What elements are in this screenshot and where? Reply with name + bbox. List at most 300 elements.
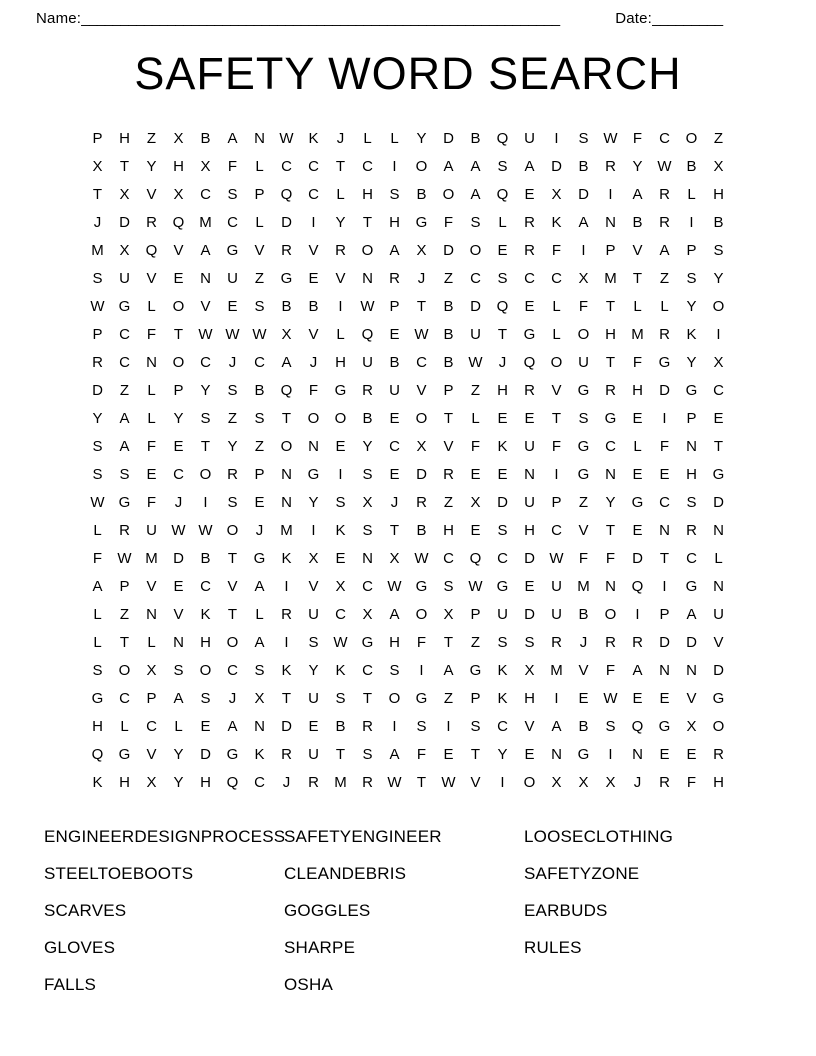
grid-cell[interactable]: R (335, 241, 346, 259)
grid-cell[interactable]: O (118, 661, 131, 679)
grid-cell[interactable]: C (200, 577, 211, 595)
grid-cell[interactable]: C (497, 549, 508, 567)
grid-cell[interactable]: S (254, 297, 265, 315)
grid-cell[interactable]: S (497, 633, 508, 651)
grid-cell[interactable]: S (92, 437, 103, 455)
grid-cell[interactable]: J (309, 353, 318, 371)
grid-cell[interactable]: R (524, 381, 535, 399)
grid-cell[interactable]: K (281, 661, 292, 679)
grid-cell[interactable]: Y (686, 297, 697, 315)
grid-cell[interactable]: T (389, 521, 400, 539)
grid-cell[interactable]: I (392, 717, 397, 735)
grid-cell[interactable]: P (470, 605, 481, 623)
grid-cell[interactable]: G (226, 241, 239, 259)
grid-cell[interactable]: J (93, 213, 102, 231)
grid-cell[interactable]: O (307, 409, 320, 427)
grid-cell[interactable]: R (362, 381, 373, 399)
grid-cell[interactable]: D (281, 717, 292, 735)
word-list-item[interactable]: SHARPE (284, 937, 356, 957)
grid-cell[interactable]: W (549, 549, 564, 567)
grid-cell[interactable]: E (713, 409, 724, 427)
grid-cell[interactable]: U (578, 353, 589, 371)
grid-cell[interactable]: E (686, 745, 697, 763)
grid-cell[interactable]: S (524, 633, 535, 651)
grid-cell[interactable]: I (203, 493, 208, 511)
grid-cell[interactable]: H (443, 521, 454, 539)
grid-cell[interactable]: B (686, 157, 697, 175)
grid-cell[interactable]: N (686, 437, 697, 455)
word-list-item[interactable]: EARBUDS (524, 900, 608, 920)
grid-cell[interactable]: Y (308, 661, 319, 679)
word-list-item[interactable]: FALLS (44, 974, 97, 994)
grid-cell[interactable]: R (227, 465, 238, 483)
grid-cell[interactable]: Q (496, 297, 509, 315)
grid-cell[interactable]: F (578, 297, 589, 315)
grid-cell[interactable]: X (551, 773, 562, 791)
grid-cell[interactable]: Z (470, 381, 481, 399)
grid-cell[interactable]: L (255, 213, 264, 231)
grid-cell[interactable]: M (631, 325, 644, 343)
grid-cell[interactable]: P (146, 689, 157, 707)
grid-cell[interactable]: O (199, 661, 212, 679)
grid-cell[interactable]: K (92, 773, 103, 791)
grid-cell[interactable]: Z (470, 633, 481, 651)
grid-cell[interactable]: X (389, 549, 400, 567)
grid-cell[interactable]: N (713, 521, 724, 539)
grid-cell[interactable]: U (227, 269, 238, 287)
grid-cell[interactable]: I (284, 633, 289, 651)
grid-cell[interactable]: D (524, 549, 535, 567)
grid-cell[interactable]: Q (631, 577, 644, 595)
word-list-item[interactable]: LOOSECLOTHING (524, 826, 674, 846)
word-list-item[interactable]: GOGGLES (284, 900, 371, 920)
grid-cell[interactable]: N (281, 465, 292, 483)
grid-cell[interactable]: S (389, 661, 400, 679)
grid-cell[interactable]: Z (227, 409, 238, 427)
grid-cell[interactable]: A (632, 661, 643, 679)
grid-cell[interactable]: R (686, 521, 697, 539)
grid-cell[interactable]: D (659, 633, 670, 651)
grid-cell[interactable]: Y (146, 157, 157, 175)
grid-cell[interactable]: E (389, 465, 400, 483)
grid-cell[interactable]: D (119, 213, 130, 231)
grid-cell[interactable]: L (336, 185, 345, 203)
grid-cell[interactable]: W (603, 129, 618, 147)
grid-cell[interactable]: Z (119, 381, 130, 399)
grid-cell[interactable]: M (145, 549, 158, 567)
grid-cell[interactable]: V (335, 269, 346, 287)
grid-cell[interactable]: S (497, 521, 508, 539)
grid-cell[interactable]: H (389, 213, 400, 231)
grid-cell[interactable]: J (174, 493, 183, 511)
grid-cell[interactable]: T (281, 689, 292, 707)
grid-cell[interactable]: V (578, 521, 589, 539)
grid-cell[interactable]: E (200, 717, 211, 735)
grid-cell[interactable]: H (524, 521, 535, 539)
grid-cell[interactable]: Y (335, 213, 346, 231)
grid-cell[interactable]: W (90, 297, 105, 315)
grid-cell[interactable]: L (147, 633, 156, 651)
grid-cell[interactable]: I (338, 465, 343, 483)
grid-cell[interactable]: U (497, 605, 508, 623)
grid-cell[interactable]: V (173, 605, 184, 623)
grid-cell[interactable]: Q (523, 353, 536, 371)
grid-cell[interactable]: E (524, 577, 535, 595)
grid-cell[interactable]: C (443, 549, 454, 567)
grid-cell[interactable]: S (254, 409, 265, 427)
grid-cell[interactable]: Y (173, 409, 184, 427)
grid-cell[interactable]: W (252, 325, 267, 343)
grid-cell[interactable]: D (524, 605, 535, 623)
grid-cell[interactable]: K (686, 325, 697, 343)
grid-cell[interactable]: A (524, 157, 535, 175)
grid-cell[interactable]: L (633, 437, 642, 455)
grid-cell[interactable]: G (280, 269, 293, 287)
grid-cell[interactable]: F (470, 437, 481, 455)
grid-cell[interactable]: B (362, 409, 373, 427)
grid-cell[interactable]: R (659, 325, 670, 343)
grid-cell[interactable]: R (308, 773, 319, 791)
grid-cell[interactable]: H (389, 633, 400, 651)
grid-cell[interactable]: Q (280, 381, 293, 399)
grid-cell[interactable]: T (227, 549, 238, 567)
grid-cell[interactable]: R (605, 381, 616, 399)
grid-cell[interactable]: U (551, 605, 562, 623)
grid-cell[interactable]: H (200, 773, 211, 791)
grid-cell[interactable]: N (713, 577, 724, 595)
grid-cell[interactable]: I (446, 717, 451, 735)
grid-cell[interactable]: E (524, 409, 535, 427)
grid-cell[interactable]: Z (443, 493, 454, 511)
grid-cell[interactable]: V (146, 577, 157, 595)
grid-cell[interactable]: B (578, 717, 589, 735)
grid-cell[interactable]: C (227, 661, 238, 679)
grid-cell[interactable]: C (119, 689, 130, 707)
grid-cell[interactable]: Y (308, 493, 319, 511)
grid-cell[interactable]: U (362, 353, 373, 371)
grid-cell[interactable]: P (92, 129, 103, 147)
grid-cell[interactable]: K (497, 661, 508, 679)
grid-cell[interactable]: L (660, 297, 669, 315)
grid-cell[interactable]: N (146, 353, 157, 371)
grid-cell[interactable]: R (146, 213, 157, 231)
grid-cell[interactable]: W (279, 129, 294, 147)
date-input-rule[interactable]: _________ (652, 10, 723, 27)
grid-cell[interactable]: C (281, 157, 292, 175)
grid-cell[interactable]: V (686, 689, 697, 707)
grid-cell[interactable]: L (174, 717, 183, 735)
grid-cell[interactable]: K (308, 129, 319, 147)
grid-cell[interactable]: X (416, 241, 427, 259)
grid-cell[interactable]: Y (173, 773, 184, 791)
grid-cell[interactable]: C (173, 465, 184, 483)
grid-cell[interactable]: F (416, 633, 427, 651)
grid-cell[interactable]: B (443, 325, 454, 343)
grid-cell[interactable]: S (443, 577, 454, 595)
grid-cell[interactable]: D (632, 549, 643, 567)
grid-cell[interactable]: A (632, 185, 643, 203)
grid-cell[interactable]: T (200, 437, 211, 455)
grid-cell[interactable]: S (200, 409, 211, 427)
grid-cell[interactable]: R (281, 745, 292, 763)
grid-cell[interactable]: C (713, 381, 724, 399)
grid-cell[interactable]: S (389, 185, 400, 203)
grid-cell[interactable]: B (200, 129, 211, 147)
grid-cell[interactable]: S (227, 493, 238, 511)
grid-cell[interactable]: S (362, 745, 373, 763)
grid-cell[interactable]: R (605, 633, 616, 651)
grid-cell[interactable]: L (255, 157, 264, 175)
grid-cell[interactable]: S (227, 381, 238, 399)
grid-cell[interactable]: O (361, 241, 374, 259)
grid-cell[interactable]: Z (254, 437, 265, 455)
grid-cell[interactable]: A (200, 241, 211, 259)
grid-cell[interactable]: E (578, 689, 589, 707)
grid-cell[interactable]: X (254, 689, 265, 707)
grid-cell[interactable]: G (118, 745, 131, 763)
grid-cell[interactable]: V (524, 717, 535, 735)
grid-cell[interactable]: M (334, 773, 347, 791)
grid-cell[interactable]: G (415, 213, 428, 231)
grid-cell[interactable]: T (551, 409, 562, 427)
grid-cell[interactable]: E (632, 465, 643, 483)
grid-cell[interactable]: O (469, 241, 482, 259)
grid-cell[interactable]: E (470, 465, 481, 483)
grid-cell[interactable]: E (173, 437, 184, 455)
grid-cell[interactable]: X (443, 605, 454, 623)
word-list-item[interactable]: ENGINEERDESIGNPROCESS (44, 826, 286, 846)
grid-cell[interactable]: Q (280, 185, 293, 203)
grid-cell[interactable]: N (200, 269, 211, 287)
grid-cell[interactable]: X (713, 353, 724, 371)
grid-cell[interactable]: Q (226, 773, 239, 791)
grid-cell[interactable]: P (443, 381, 454, 399)
grid-cell[interactable]: A (470, 157, 481, 175)
grid-cell[interactable]: S (605, 717, 616, 735)
grid-cell[interactable]: A (443, 661, 454, 679)
grid-cell[interactable]: D (416, 465, 427, 483)
grid-cell[interactable]: W (387, 773, 402, 791)
grid-cell[interactable]: O (280, 437, 293, 455)
grid-cell[interactable]: L (714, 549, 723, 567)
grid-cell[interactable]: R (524, 241, 535, 259)
grid-cell[interactable]: F (308, 381, 319, 399)
grid-cell[interactable]: A (227, 129, 238, 147)
grid-cell[interactable]: L (93, 633, 102, 651)
grid-cell[interactable]: E (173, 577, 184, 595)
grid-cell[interactable]: M (280, 521, 293, 539)
grid-cell[interactable]: J (579, 633, 588, 651)
grid-cell[interactable]: D (281, 213, 292, 231)
grid-cell[interactable]: W (90, 493, 105, 511)
grid-cell[interactable]: E (470, 521, 481, 539)
grid-cell[interactable]: G (712, 689, 725, 707)
grid-cell[interactable]: S (578, 129, 589, 147)
grid-cell[interactable]: E (632, 689, 643, 707)
grid-cell[interactable]: A (227, 717, 238, 735)
grid-cell[interactable]: N (605, 577, 616, 595)
word-list-item[interactable]: SAFETYZONE (524, 863, 640, 883)
grid-cell[interactable]: T (443, 633, 454, 651)
grid-cell[interactable]: J (228, 689, 237, 707)
grid-cell[interactable]: Q (469, 549, 482, 567)
word-list-item[interactable]: SCARVES (44, 900, 127, 920)
grid-cell[interactable]: V (578, 661, 589, 679)
grid-cell[interactable]: O (523, 773, 536, 791)
grid-cell[interactable]: H (497, 381, 508, 399)
grid-cell[interactable]: T (659, 549, 670, 567)
grid-cell[interactable]: Q (145, 241, 158, 259)
grid-cell[interactable]: G (577, 465, 590, 483)
grid-cell[interactable]: P (686, 241, 697, 259)
grid-cell[interactable]: N (632, 745, 643, 763)
grid-cell[interactable]: U (389, 381, 400, 399)
grid-cell[interactable]: G (496, 577, 509, 595)
grid-cell[interactable]: C (119, 325, 130, 343)
grid-cell[interactable]: H (92, 717, 103, 735)
grid-cell[interactable]: F (146, 437, 157, 455)
grid-cell[interactable]: F (92, 549, 103, 567)
word-list-item[interactable]: RULES (524, 937, 582, 957)
grid-cell[interactable]: A (443, 157, 454, 175)
grid-cell[interactable]: W (657, 157, 672, 175)
grid-cell[interactable]: T (605, 521, 616, 539)
grid-cell[interactable]: N (686, 661, 697, 679)
grid-cell[interactable]: P (254, 185, 265, 203)
grid-cell[interactable]: L (498, 213, 507, 231)
grid-cell[interactable]: C (551, 269, 562, 287)
grid-cell[interactable]: Y (173, 745, 184, 763)
grid-cell[interactable]: U (470, 325, 481, 343)
grid-cell[interactable]: R (443, 465, 454, 483)
grid-cell[interactable]: G (91, 689, 104, 707)
grid-cell[interactable]: B (389, 353, 400, 371)
grid-cell[interactable]: I (635, 605, 640, 623)
grid-cell[interactable]: E (659, 465, 670, 483)
grid-cell[interactable]: J (282, 773, 291, 791)
grid-cell[interactable]: N (605, 465, 616, 483)
grid-cell[interactable]: X (362, 493, 373, 511)
grid-cell[interactable]: G (631, 493, 644, 511)
grid-cell[interactable]: J (390, 493, 399, 511)
grid-cell[interactable]: S (470, 213, 481, 231)
grid-cell[interactable]: E (659, 745, 670, 763)
grid-cell[interactable]: B (632, 213, 643, 231)
name-input-rule[interactable]: _____________________________________________________________ (81, 10, 560, 27)
grid-cell[interactable]: E (659, 689, 670, 707)
grid-cell[interactable]: L (120, 717, 129, 735)
grid-cell[interactable]: V (146, 185, 157, 203)
grid-cell[interactable]: W (603, 689, 618, 707)
grid-cell[interactable]: A (119, 437, 130, 455)
grid-cell[interactable]: H (119, 773, 130, 791)
grid-cell[interactable]: O (226, 521, 239, 539)
grid-cell[interactable]: K (497, 437, 508, 455)
grid-cell[interactable]: Y (686, 353, 697, 371)
grid-cell[interactable]: F (578, 549, 589, 567)
grid-cell[interactable]: C (200, 185, 211, 203)
grid-cell[interactable]: R (605, 157, 616, 175)
grid-cell[interactable]: N (146, 605, 157, 623)
grid-cell[interactable]: P (605, 241, 616, 259)
grid-cell[interactable]: U (524, 493, 535, 511)
grid-cell[interactable]: X (200, 157, 211, 175)
grid-cell[interactable]: E (146, 465, 157, 483)
grid-cell[interactable]: E (497, 409, 508, 427)
grid-cell[interactable]: V (308, 241, 319, 259)
grid-cell[interactable]: H (524, 689, 535, 707)
grid-cell[interactable]: X (578, 773, 589, 791)
grid-cell[interactable]: T (92, 185, 103, 203)
grid-cell[interactable]: G (118, 493, 131, 511)
grid-cell[interactable]: Y (200, 381, 211, 399)
grid-cell[interactable]: S (416, 717, 427, 735)
grid-cell[interactable]: S (92, 661, 103, 679)
grid-cell[interactable]: C (605, 437, 616, 455)
grid-cell[interactable]: F (632, 129, 643, 147)
grid-cell[interactable]: D (497, 493, 508, 511)
grid-cell[interactable]: F (443, 213, 454, 231)
grid-cell[interactable]: R (416, 493, 427, 511)
grid-cell[interactable]: I (311, 213, 316, 231)
grid-cell[interactable]: T (497, 325, 508, 343)
grid-cell[interactable]: Q (496, 129, 509, 147)
grid-cell[interactable]: S (686, 269, 697, 287)
grid-cell[interactable]: Y (632, 157, 643, 175)
grid-cell[interactable]: M (199, 213, 212, 231)
grid-cell[interactable]: S (227, 185, 238, 203)
grid-cell[interactable]: A (254, 633, 265, 651)
grid-cell[interactable]: B (308, 297, 319, 315)
grid-cell[interactable]: R (632, 633, 643, 651)
grid-cell[interactable]: X (416, 437, 427, 455)
grid-cell[interactable]: H (605, 325, 616, 343)
grid-cell[interactable]: C (146, 717, 157, 735)
grid-cell[interactable]: T (605, 353, 616, 371)
grid-cell[interactable]: W (225, 325, 240, 343)
grid-cell[interactable]: G (577, 745, 590, 763)
grid-cell[interactable]: V (254, 241, 265, 259)
grid-cell[interactable]: T (173, 325, 184, 343)
grid-cell[interactable]: D (659, 381, 670, 399)
grid-cell[interactable]: S (713, 241, 724, 259)
grid-cell[interactable]: A (389, 745, 400, 763)
grid-cell[interactable]: T (335, 745, 346, 763)
grid-cell[interactable]: S (362, 465, 373, 483)
grid-cell[interactable]: P (389, 297, 400, 315)
grid-cell[interactable]: P (686, 409, 697, 427)
grid-cell[interactable]: E (254, 493, 265, 511)
grid-cell[interactable]: U (308, 689, 319, 707)
grid-cell[interactable]: E (524, 297, 535, 315)
grid-cell[interactable]: R (362, 773, 373, 791)
grid-cell[interactable]: T (416, 773, 427, 791)
grid-cell[interactable]: E (335, 549, 346, 567)
grid-cell[interactable]: O (388, 689, 401, 707)
grid-cell[interactable]: Q (91, 745, 104, 763)
grid-cell[interactable]: A (389, 241, 400, 259)
grid-cell[interactable]: S (470, 717, 481, 735)
grid-cell[interactable]: S (578, 409, 589, 427)
grid-cell[interactable]: X (308, 549, 319, 567)
grid-cell[interactable]: C (308, 157, 319, 175)
grid-cell[interactable]: B (443, 297, 454, 315)
grid-cell[interactable]: F (605, 549, 616, 567)
grid-cell[interactable]: T (362, 213, 373, 231)
grid-cell[interactable]: W (441, 773, 456, 791)
grid-cell[interactable]: E (443, 745, 454, 763)
grid-cell[interactable]: N (254, 717, 265, 735)
